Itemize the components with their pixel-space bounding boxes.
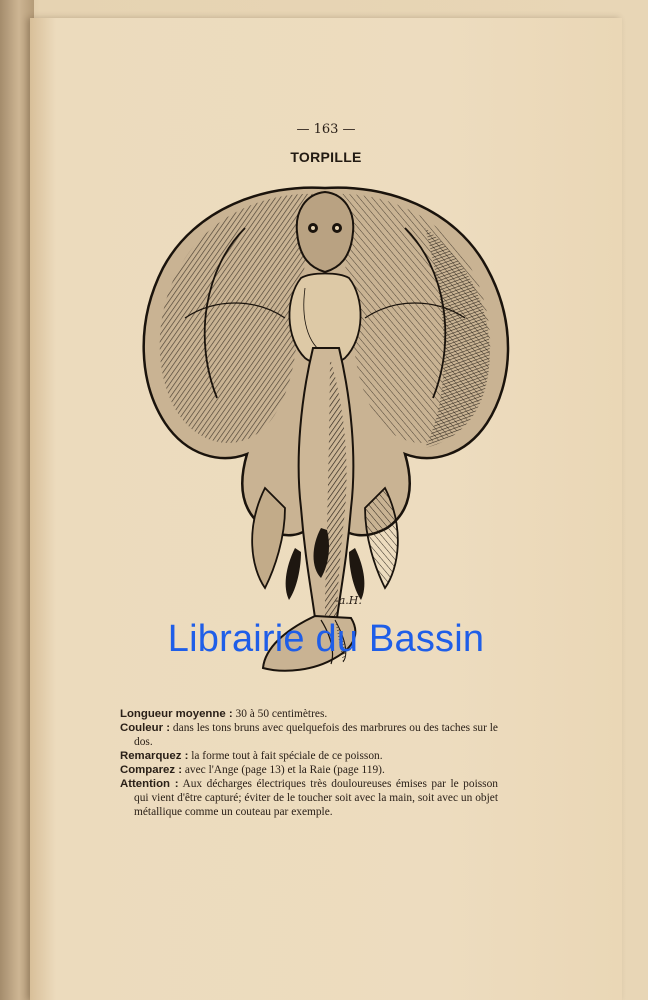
warning-label: Attention : [120, 778, 179, 790]
color-text: dans les tons bruns avec quelquefois des marbrures ou des taches sur le dos. [134, 722, 498, 748]
warning-row [120, 777, 498, 819]
watermark: Librairie du Bassin [167, 618, 485, 660]
species-description [120, 707, 498, 819]
length-row [120, 707, 498, 721]
ray-head [289, 192, 360, 364]
remark-row [120, 749, 498, 763]
book-page [30, 18, 622, 1000]
color-row [120, 721, 498, 749]
compare-row [120, 763, 498, 777]
color-label: Couleur : [120, 722, 171, 734]
compare-text: avec l'Ange (page 13) et la Raie (page 119). [182, 764, 385, 776]
left-page-edge [0, 0, 34, 1000]
length-text: 30 à 50 centimètres. [232, 708, 328, 720]
page-title: TORPILLE [290, 149, 362, 165]
remark-text: la forme tout à fait spéciale de ce poisson. [188, 750, 383, 762]
remark-label: Remarquez : [120, 750, 189, 762]
warning-text: Aux décharges électriques très douloureuses émises par le poisson qui vient d'être capturé; éviter de le toucher soit avec la main, soit avec un objet métallique comme un couteau par exemple. [134, 778, 498, 818]
artist-signature: -a.H. [335, 594, 362, 607]
compare-label: Comparez : [120, 764, 183, 776]
page-number: — 163 — [296, 122, 356, 137]
length-label: Longueur moyenne : [120, 708, 233, 720]
